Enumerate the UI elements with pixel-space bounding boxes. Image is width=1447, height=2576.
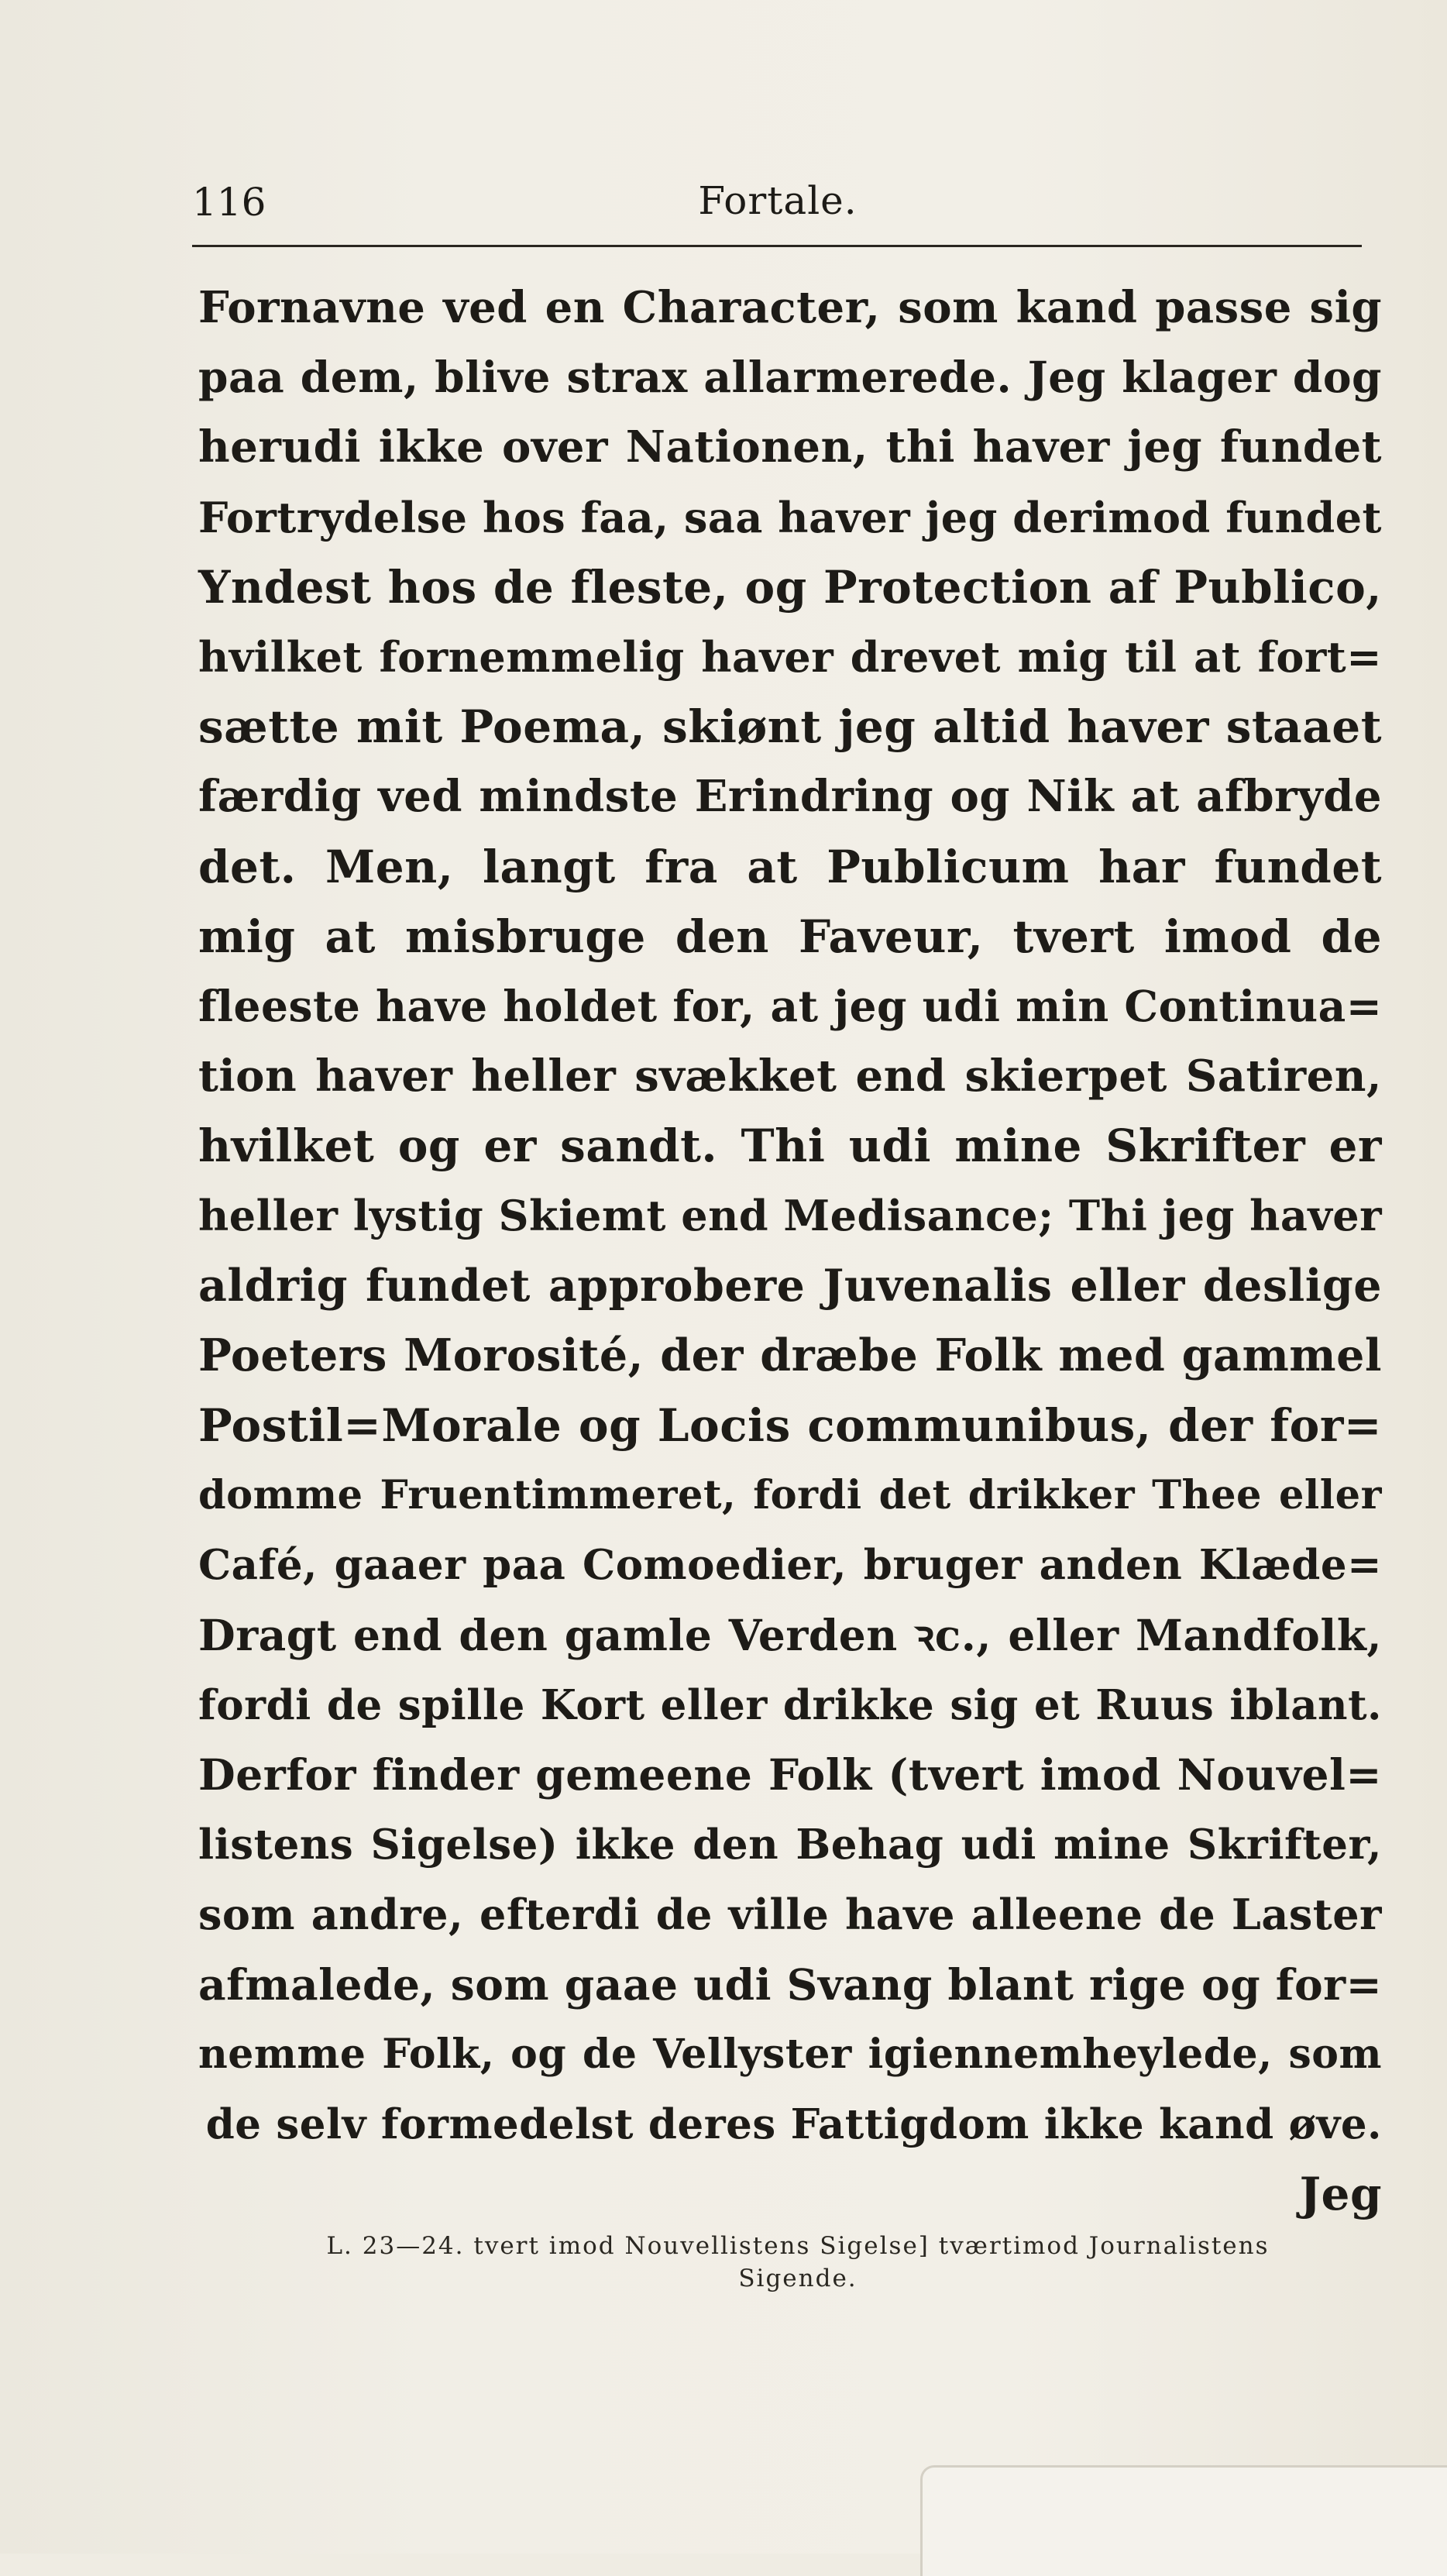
text-line: Dragt end den gamle Verden ꝛc., eller Mandfolk, [198,1609,1382,1660]
page-header [192,172,1363,226]
text-line: Poeters Morosité, der dræbe Folk med gammel [198,1329,1382,1381]
text-line: hvilket og er sandt. Thi udi mine Skrifter er [198,1119,1382,1173]
text-line: hvilket fornemmelig haver drevet mig til at fort= [198,631,1382,682]
footnote-line-2: Sigende. [738,2265,858,2292]
text-line: heller lystig Skiemt end Medisance; Thi jeg haver [198,1191,1383,1241]
text-line: listens Sigelse) ikke den Behag udi mine Skrifter, [198,1821,1382,1869]
text-line: aldrig fundet approbere Juvenalis eller deslige [198,1259,1382,1312]
text-line: færdig ved mindste Erindring og Nik at afbryde [198,771,1382,823]
text-line: det. Men, langt fra at Publicum har fundet [198,840,1382,893]
text-line: afmalede, som gaae udi Svang blant rige og for= [198,1959,1383,2010]
text-line: Café, gaaer paa Comoedier, bruger anden Klæde= [198,1541,1382,1590]
text-line: tion haver heller svækket end skierpet Satiren, [198,1051,1382,1102]
text-line: sætte mit Poema, skiønt jeg altid haver staaet [198,700,1382,754]
running-title: Fortale. [698,178,858,223]
text-line: fleeste have holdet for, at jeg udi min Continua= [198,980,1383,1031]
text-line: fordi de spille Kort eller drikke sig et Ruus iblant. [198,1680,1382,1729]
text-line: som andre, efterdi de ville have alleene de Laster [198,1890,1382,1940]
text-line: Jeg [1299,2168,1382,2221]
text-line: Postil=Morale og Locis communibus, der for= [198,1399,1382,1452]
text-line: domme Fruentimmeret, fordi det drikker Thee eller [198,1472,1382,1519]
text-line: Yndest hos de fleste, og Protection af Publico, [198,560,1382,614]
text-line: paa dem, blive strax allarmerede. Jeg klager dog [198,352,1382,403]
footnote-line-1: L. 23—24. tvert imod Nouvellistens Sigelse] tværtimod Journalistens [326,2232,1270,2260]
footnote [279,2230,1317,2295]
text-line: Fortrydelse hos faa, saa haver jeg derimod fundet [198,492,1382,542]
page-corner [920,2465,1447,2576]
page-number: 116 [192,180,266,225]
text-line: Derfor finder gemeene Folk (tvert imod Nouvel= [198,1749,1382,1800]
text-line: nemme Folk, og de Vellyster igiennemheylede, som [198,2030,1382,2078]
header-rule [192,245,1362,247]
text-line: de selv formedelst deres Fattigdom ikke kand øve. [205,2100,1382,2148]
text-line: herudi ikke over Nationen, thi haver jeg fundet [198,421,1382,473]
text-line: Fornavne ved en Character, som kand passe sig [198,282,1382,333]
text-line: mig at misbruge den Faveur, tvert imod de [198,910,1382,963]
body-text [198,273,1382,2229]
